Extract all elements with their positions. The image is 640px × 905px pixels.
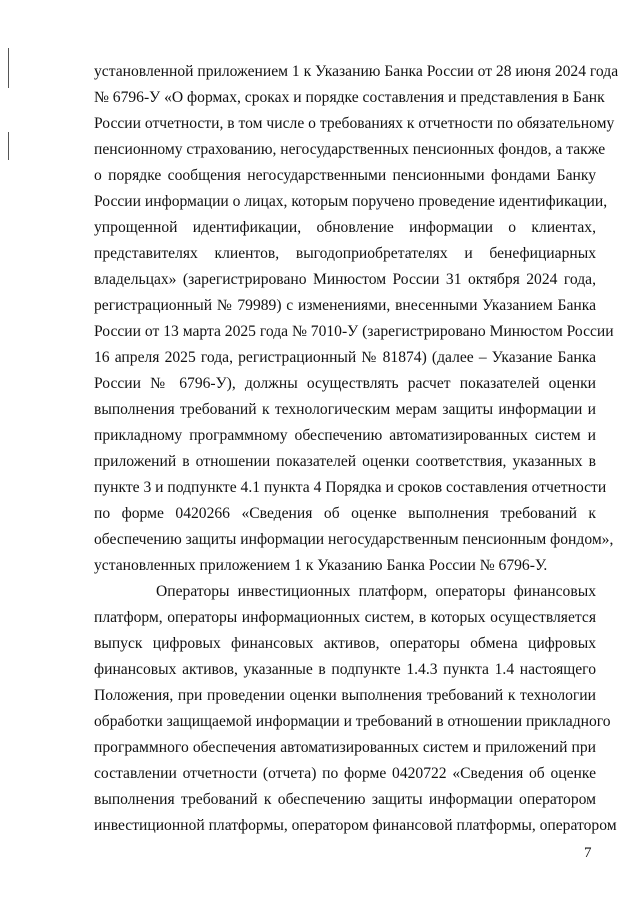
text-line: 16 апреля 2025 года, регистрационный № 81874) (далее – Указание Банка xyxy=(94,349,596,366)
text-line: пункте 3 и подпункте 4.1 пункта 4 Порядка и сроков составления отчетности xyxy=(94,479,607,496)
text-line: программного обеспечения автоматизированных систем и приложений при xyxy=(94,739,596,756)
text-line: установленных приложением 1 к Указанию Банка России № 6796-У. xyxy=(94,557,548,574)
text-line: упрощенной идентификации, обновление информации о клиентах, xyxy=(94,219,596,236)
text-line: инвестиционной платформы, оператором финансовой платформы, оператором xyxy=(94,817,617,834)
text-line: выполнения требований к обеспечению защиты информации оператором xyxy=(94,791,596,808)
text-line: России отчетности, в том числе о требованиях к отчетности по обязательному xyxy=(94,115,615,132)
text-line: № 6796-У «О формах, сроках и порядке составления и представления в Банк xyxy=(94,89,605,106)
text-line: регистрационный № 79989) с изменениями, внесенными Указанием Банка xyxy=(94,297,596,314)
text-line: выпуск цифровых финансовых активов, операторы обмена цифровых xyxy=(94,635,596,652)
text-line: России информации о лицах, которым поручено проведение идентификации, xyxy=(94,193,608,210)
text-line: финансовых активов, указанные в подпункте 1.4.3 пункта 1.4 настоящего xyxy=(94,661,596,678)
text-line: по форме 0420266 «Сведения об оценке выполнения требований к xyxy=(94,505,596,522)
text-line: о порядке сообщения негосударственными пенсионными фондами Банку xyxy=(94,167,596,184)
text-line: представителях клиентов, выгодоприобретателях и бенефициарных xyxy=(94,245,596,262)
text-line: установленной приложением 1 к Указанию Банка России от 28 июня 2024 года xyxy=(94,63,619,80)
text-line: прикладному программному обеспечению автоматизированных систем и xyxy=(94,427,596,444)
text-line: Операторы инвестиционных платформ, операторы финансовых xyxy=(156,583,596,600)
text-line: обеспечению защиты информации негосударственным пенсионным фондом», xyxy=(94,531,614,548)
text-line: приложений в отношении показателей оценки соответствия, указанных в xyxy=(94,453,596,470)
page-number: 7 xyxy=(584,845,592,861)
text-line: выполнения требований к технологическим мерам защиты информации и xyxy=(94,401,596,418)
text-line: России от 13 марта 2025 года № 7010-У (зарегистрировано Минюстом России xyxy=(94,323,614,340)
text-line: владельцах» (зарегистрировано Минюстом России 31 октября 2024 года, xyxy=(94,271,596,288)
text-line: обработки защищаемой информации и требований в отношении прикладного xyxy=(94,713,611,730)
text-line: платформ, операторы информационных систем, в которых осуществляется xyxy=(94,609,596,626)
text-line: Положения, при проведении оценки выполнения требований к технологии xyxy=(94,687,596,704)
margin-mark xyxy=(8,132,9,160)
text-line: составлении отчетности (отчета) по форме 0420722 «Сведения об оценке xyxy=(94,765,596,782)
text-line: пенсионному страхованию, негосударственных пенсионных фондов, а также xyxy=(94,141,606,158)
margin-mark xyxy=(8,48,9,88)
text-line: России № 6796-У), должны осуществлять расчет показателей оценки xyxy=(94,375,596,392)
